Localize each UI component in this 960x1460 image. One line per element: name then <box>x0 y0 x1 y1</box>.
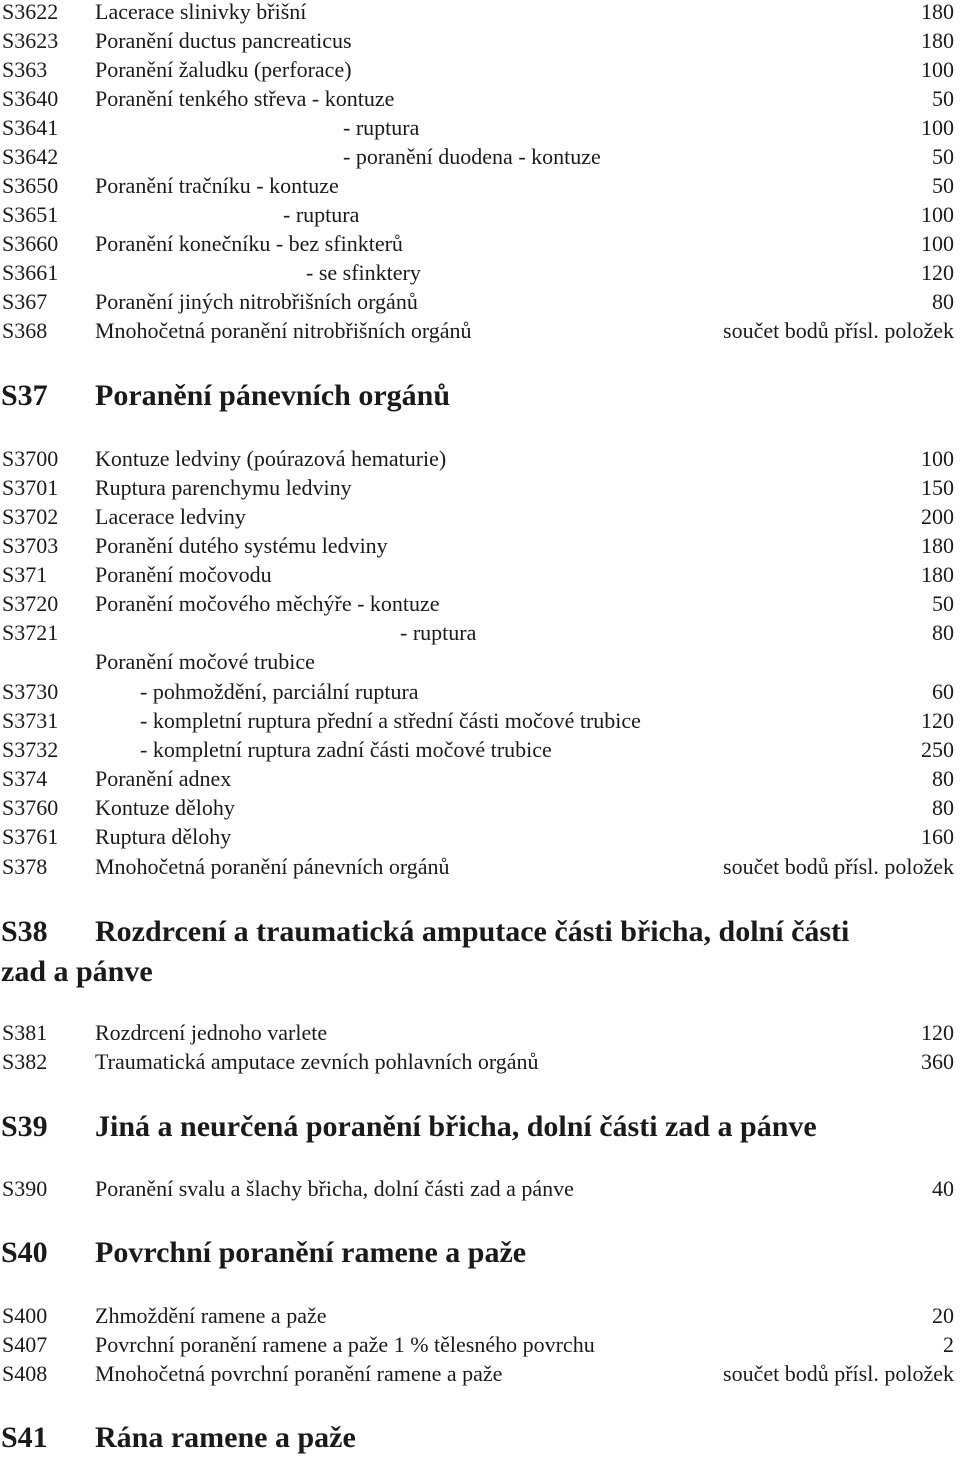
table-row <box>0 0 960 26</box>
section-title: Jiná a neurčená poranění břicha, dolní části zad a pánve <box>95 1110 817 1143</box>
item-points: 20 <box>932 1303 954 1328</box>
item-points: 100 <box>921 115 954 140</box>
item-points: 180 <box>921 533 954 558</box>
item-description: Poranění močového měchýře - kontuze <box>95 591 440 616</box>
item-code: S381 <box>2 1020 48 1045</box>
item-points: součet bodů přísl. položek <box>723 1361 954 1386</box>
item-code: S3650 <box>2 173 59 198</box>
table-row <box>0 1301 960 1330</box>
table-row <box>0 473 960 502</box>
item-description: Poranění žaludku (perforace) <box>95 57 352 82</box>
item-code: S374 <box>2 766 48 791</box>
item-points: 60 <box>932 679 954 704</box>
item-code: S400 <box>2 1303 48 1328</box>
item-points: 80 <box>932 620 954 645</box>
item-code: S3731 <box>2 708 59 733</box>
item-code: S407 <box>2 1332 48 1357</box>
item-code: S3660 <box>2 231 59 256</box>
table-row <box>0 1047 960 1076</box>
table-row <box>0 258 960 287</box>
item-description: Rozdrcení jednoho varlete <box>95 1020 328 1045</box>
item-description: Poranění dutého systému ledviny <box>95 533 388 558</box>
item-code: S3732 <box>2 737 59 762</box>
item-code: S3623 <box>2 28 59 53</box>
table-row <box>0 822 960 851</box>
section-code: S37 <box>1 379 48 412</box>
table-row <box>0 171 960 200</box>
item-description: Lacerace slinivky břišní <box>95 0 307 24</box>
item-description: Poranění tenkého střeva - kontuze <box>95 86 395 111</box>
item-points: součet bodů přísl. položek <box>723 854 954 879</box>
item-description: Ruptura dělohy <box>95 824 232 849</box>
table-row <box>0 531 960 560</box>
table-row <box>0 560 960 589</box>
section-code: S38 <box>1 915 48 948</box>
table-row <box>0 1359 960 1388</box>
item-description: Poranění močové trubice <box>95 649 315 674</box>
item-code: S3700 <box>2 446 59 471</box>
item-description: - ruptura <box>343 115 420 140</box>
item-points: 2 <box>943 1332 954 1357</box>
section-code: S40 <box>1 1236 48 1269</box>
table-row <box>0 287 960 316</box>
item-points: 180 <box>921 28 954 53</box>
item-code: S3642 <box>2 144 59 169</box>
item-code: S390 <box>2 1176 48 1201</box>
item-description: Zhmoždění ramene a paže <box>95 1303 327 1328</box>
item-description: Kontuze dělohy <box>95 795 235 820</box>
item-points: 40 <box>932 1176 954 1201</box>
table-row <box>0 618 960 647</box>
item-code: S3721 <box>2 620 59 645</box>
item-code: S382 <box>2 1049 48 1074</box>
table-row <box>0 852 960 881</box>
section-title-continuation: zad a pánve <box>1 955 153 988</box>
item-code: S371 <box>2 562 48 587</box>
item-description: - poranění duodena - kontuze <box>343 144 601 169</box>
item-points: 100 <box>921 231 954 256</box>
item-points: 50 <box>932 86 954 111</box>
item-code: S3622 <box>2 0 59 24</box>
item-description: Poranění adnex <box>95 766 232 791</box>
item-points: 80 <box>932 795 954 820</box>
table-row <box>0 113 960 142</box>
item-description: - pohmoždění, parciální ruptura <box>140 679 419 704</box>
table-row <box>0 706 960 735</box>
item-points: 120 <box>921 260 954 285</box>
item-points: 200 <box>921 504 954 529</box>
item-points: 50 <box>932 173 954 198</box>
table-row <box>0 677 960 706</box>
table-row <box>0 229 960 258</box>
section-code: S41 <box>1 1421 48 1454</box>
item-code: S367 <box>2 289 48 314</box>
table-row <box>0 142 960 171</box>
item-description: Povrchní poranění ramene a paže 1 % tělesného povrchu <box>95 1332 595 1357</box>
item-points: 80 <box>932 289 954 314</box>
item-description: Poranění tračníku - kontuze <box>95 173 339 198</box>
item-description: Poranění jiných nitrobřišních orgánů <box>95 289 418 314</box>
item-points: 160 <box>921 824 954 849</box>
table-row <box>0 316 960 345</box>
item-description: Poranění konečníku - bez sfinkterů <box>95 231 403 256</box>
table-row <box>0 589 960 618</box>
item-description: Traumatická amputace zevních pohlavních orgánů <box>95 1049 539 1074</box>
item-description: Poranění svalu a šlachy břicha, dolní části zad a pánve <box>95 1176 574 1201</box>
item-description: - kompletní ruptura zadní části močové trubice <box>140 737 552 762</box>
item-description: Mnohočetná povrchní poranění ramene a paže <box>95 1361 503 1386</box>
item-description: - ruptura <box>400 620 477 645</box>
item-code: S3720 <box>2 591 59 616</box>
item-description: Poranění ductus pancreaticus <box>95 28 352 53</box>
table-row <box>0 764 960 793</box>
item-points: 180 <box>921 0 954 24</box>
item-code: S378 <box>2 854 48 879</box>
item-code: S3641 <box>2 115 59 140</box>
item-description: Poranění močovodu <box>95 562 272 587</box>
item-points: 80 <box>932 766 954 791</box>
table-row <box>0 647 960 676</box>
item-code: S3730 <box>2 679 59 704</box>
item-points: součet bodů přísl. položek <box>723 318 954 343</box>
item-points: 50 <box>932 591 954 616</box>
item-points: 360 <box>921 1049 954 1074</box>
item-code: S408 <box>2 1361 48 1386</box>
table-row <box>0 1330 960 1359</box>
item-code: S3702 <box>2 504 59 529</box>
item-code: S3703 <box>2 533 59 558</box>
item-points: 120 <box>921 708 954 733</box>
section-title: Rána ramene a paže <box>95 1421 356 1454</box>
section-title: Rozdrcení a traumatická amputace části břicha, dolní části <box>95 915 850 948</box>
table-row <box>0 1018 960 1047</box>
section-title: Poranění pánevních orgánů <box>95 379 451 412</box>
table-row <box>0 793 960 822</box>
item-code: S3640 <box>2 86 59 111</box>
item-code: S3661 <box>2 260 59 285</box>
item-description: - ruptura <box>283 202 360 227</box>
table-row <box>0 502 960 531</box>
item-points: 100 <box>921 446 954 471</box>
item-points: 250 <box>921 737 954 762</box>
item-description: - se sfinktery <box>306 260 421 285</box>
item-code: S3760 <box>2 795 59 820</box>
item-description: - kompletní ruptura přední a střední části močové trubice <box>140 708 641 733</box>
table-row <box>0 55 960 84</box>
item-description: Mnohočetná poranění pánevních orgánů <box>95 854 450 879</box>
item-points: 120 <box>921 1020 954 1045</box>
item-description: Kontuze ledviny (poúrazová hematurie) <box>95 446 447 471</box>
item-points: 100 <box>921 57 954 82</box>
item-points: 50 <box>932 144 954 169</box>
item-points: 100 <box>921 202 954 227</box>
item-points: 180 <box>921 562 954 587</box>
item-code: S368 <box>2 318 48 343</box>
item-description: Mnohočetná poranění nitrobřišních orgánů <box>95 318 472 343</box>
table-row <box>0 444 960 473</box>
table-row <box>0 26 960 55</box>
table-row <box>0 200 960 229</box>
table-row <box>0 735 960 764</box>
item-description: Lacerace ledviny <box>95 504 246 529</box>
section-title: Povrchní poranění ramene a paže <box>95 1236 527 1269</box>
item-code: S3651 <box>2 202 59 227</box>
item-code: S3701 <box>2 475 59 500</box>
section-code: S39 <box>1 1110 48 1143</box>
item-description: Ruptura parenchymu ledviny <box>95 475 352 500</box>
table-row <box>0 1174 960 1203</box>
table-row <box>0 84 960 113</box>
item-code: S363 <box>2 57 48 82</box>
item-points: 150 <box>921 475 954 500</box>
item-code: S3761 <box>2 824 59 849</box>
